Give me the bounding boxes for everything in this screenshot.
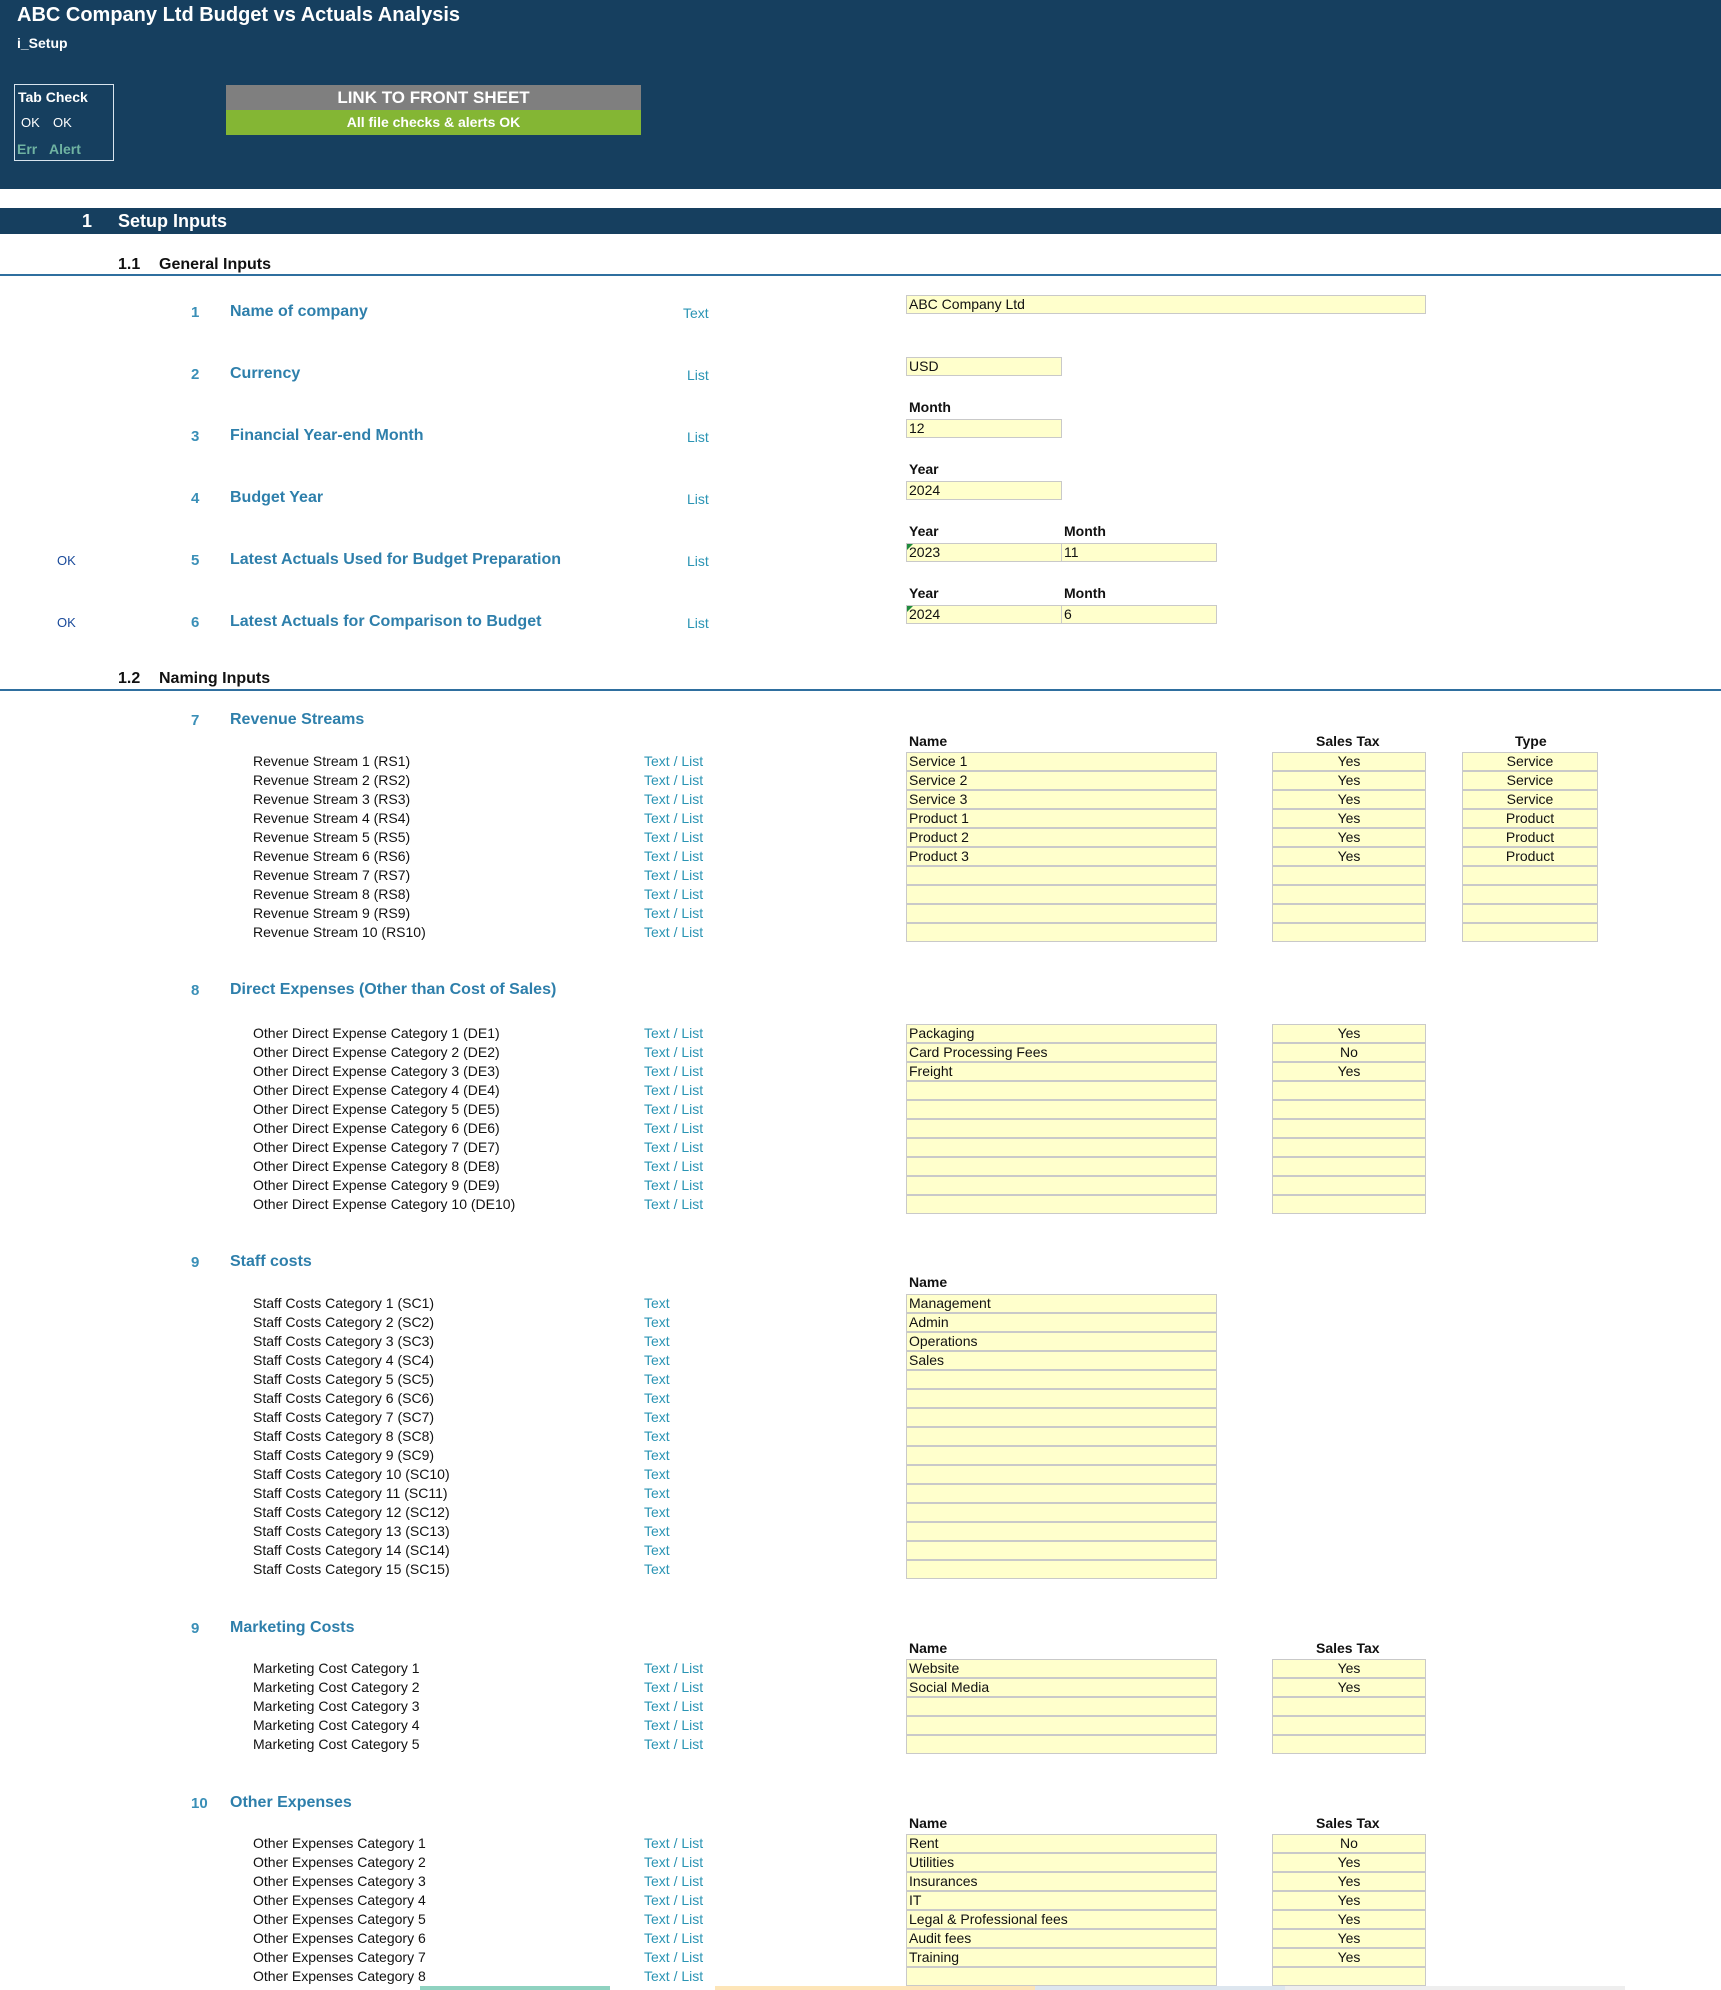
column-header-year: Year <box>909 523 939 539</box>
row-label: Staff Costs Category 13 (SC13) <box>253 1523 450 1539</box>
input-type: List <box>687 615 709 631</box>
column-header-name: Name <box>909 1815 948 1831</box>
status-ok: OK <box>57 615 76 630</box>
subsection-divider <box>0 274 1721 276</box>
name-input[interactable] <box>906 1427 1217 1446</box>
row-label: Other Direct Expense Category 10 (DE10) <box>253 1196 516 1212</box>
row-input-type: Text / List <box>644 1717 704 1733</box>
name-input[interactable] <box>906 1176 1217 1195</box>
sales-tax-select[interactable]: Yes <box>1272 1024 1426 1043</box>
group-title: Direct Expenses (Other than Cost of Sales) <box>230 981 557 998</box>
row-input-type: Text / List <box>644 810 704 826</box>
name-input[interactable] <box>906 1157 1217 1176</box>
row-label: Revenue Stream 9 (RS9) <box>253 905 411 921</box>
sales-tax-select[interactable] <box>1272 904 1426 923</box>
name-input[interactable] <box>906 1195 1217 1214</box>
name-input[interactable] <box>906 1370 1217 1389</box>
sales-tax-select[interactable]: Yes <box>1272 1891 1426 1910</box>
row-label: Revenue Stream 7 (RS7) <box>253 867 411 883</box>
row-input-type: Text / List <box>644 1044 704 1060</box>
input-type: List <box>687 367 709 383</box>
row-input-type: Text / List <box>644 1025 704 1041</box>
sales-tax-select[interactable]: Yes <box>1272 771 1426 790</box>
group-number: 9 <box>191 1254 200 1271</box>
item-number: 5 <box>191 552 200 569</box>
name-input[interactable] <box>906 1119 1217 1138</box>
year-end-month-input[interactable]: 12 <box>906 419 1062 438</box>
row-label: Revenue Stream 6 (RS6) <box>253 848 411 864</box>
sales-tax-select[interactable]: Yes <box>1272 1910 1426 1929</box>
name-input[interactable] <box>906 1967 1217 1986</box>
row-label: Revenue Stream 5 (RS5) <box>253 829 411 845</box>
name-input[interactable]: Legal & Professional fees <box>906 1910 1217 1929</box>
row-label: Marketing Cost Category 5 <box>253 1736 420 1752</box>
sales-tax-select[interactable] <box>1272 1100 1426 1119</box>
sales-tax-select[interactable]: No <box>1272 1834 1426 1853</box>
row-label: Other Expenses Category 2 <box>253 1854 426 1870</box>
sales-tax-select[interactable]: Yes <box>1272 1872 1426 1891</box>
row-input-type: Text / List <box>644 1196 704 1212</box>
row-input-type: Text <box>644 1447 670 1463</box>
row-input-type: Text <box>644 1371 670 1387</box>
name-input[interactable]: Card Processing Fees <box>906 1043 1217 1062</box>
row-label: Staff Costs Category 14 (SC14) <box>253 1542 450 1558</box>
row-label: Other Expenses Category 6 <box>253 1930 426 1946</box>
sales-tax-select[interactable] <box>1272 885 1426 904</box>
item-number: 2 <box>191 366 200 383</box>
row-label: Staff Costs Category 2 (SC2) <box>253 1314 435 1330</box>
subsection-title-naming: Naming Inputs <box>159 670 271 687</box>
column-header-sales-tax: Sales Tax <box>1316 733 1380 749</box>
type-select[interactable]: Product <box>1462 847 1598 866</box>
row-label: Other Direct Expense Category 3 (DE3) <box>253 1063 500 1079</box>
row-label: Revenue Stream 2 (RS2) <box>253 772 411 788</box>
name-input[interactable] <box>906 866 1217 885</box>
row-label: Other Direct Expense Category 4 (DE4) <box>253 1082 500 1098</box>
name-input[interactable] <box>906 1138 1217 1157</box>
row-label: Staff Costs Category 1 (SC1) <box>253 1295 435 1311</box>
row-input-type: Text <box>644 1466 670 1482</box>
sales-tax-select[interactable] <box>1272 866 1426 885</box>
actuals-month-input[interactable]: 6 <box>1061 605 1217 624</box>
row-label: Revenue Stream 4 (RS4) <box>253 810 411 826</box>
sales-tax-select[interactable] <box>1272 1716 1426 1735</box>
row-input-type: Text <box>644 1428 670 1444</box>
tab-check-err: Err <box>17 141 38 157</box>
input-label: Name of company <box>230 303 368 320</box>
row-label: Staff Costs Category 11 (SC11) <box>253 1485 448 1501</box>
column-header-sales-tax: Sales Tax <box>1316 1640 1380 1656</box>
type-select[interactable]: Product <box>1462 809 1598 828</box>
row-label: Other Direct Expense Category 1 (DE1) <box>253 1025 500 1041</box>
row-input-type: Text <box>644 1390 670 1406</box>
row-input-type: Text <box>644 1542 670 1558</box>
name-input[interactable]: Service 2 <box>906 771 1217 790</box>
name-input[interactable]: Freight <box>906 1062 1217 1081</box>
name-input[interactable] <box>906 1408 1217 1427</box>
row-label: Other Expenses Category 4 <box>253 1892 426 1908</box>
name-input[interactable] <box>906 1697 1217 1716</box>
company-name-input[interactable]: ABC Company Ltd <box>906 295 1426 314</box>
name-input[interactable]: Service 1 <box>906 752 1217 771</box>
row-input-type: Text / List <box>644 924 704 940</box>
name-input[interactable]: IT <box>906 1891 1217 1910</box>
input-type: List <box>687 553 709 569</box>
name-input[interactable] <box>906 1446 1217 1465</box>
row-input-type: Text / List <box>644 848 704 864</box>
name-input[interactable]: Social Media <box>906 1678 1217 1697</box>
row-input-type: Text <box>644 1523 670 1539</box>
row-label: Revenue Stream 3 (RS3) <box>253 791 411 807</box>
sales-tax-select[interactable] <box>1272 1195 1426 1214</box>
name-input[interactable] <box>906 923 1217 942</box>
subsection-title-general: General Inputs <box>159 256 272 273</box>
name-input[interactable]: Audit fees <box>906 1929 1217 1948</box>
name-input[interactable] <box>906 1389 1217 1408</box>
row-input-type: Text / List <box>644 772 704 788</box>
row-input-type: Text / List <box>644 1082 704 1098</box>
name-input[interactable] <box>906 885 1217 904</box>
row-input-type: Text / List <box>644 1911 704 1927</box>
row-label: Other Direct Expense Category 7 (DE7) <box>253 1139 500 1155</box>
name-input[interactable]: Service 3 <box>906 790 1217 809</box>
row-input-type: Text / List <box>644 1892 704 1908</box>
row-input-type: Text / List <box>644 1835 704 1851</box>
row-input-type: Text / List <box>644 1120 704 1136</box>
name-input[interactable]: Management <box>906 1294 1217 1313</box>
name-input[interactable]: Product 1 <box>906 809 1217 828</box>
column-header-month: Month <box>1064 585 1106 601</box>
column-header: Year <box>909 461 939 477</box>
name-input[interactable]: Admin <box>906 1313 1217 1332</box>
row-label: Staff Costs Category 5 (SC5) <box>253 1371 435 1387</box>
row-input-type: Text / List <box>644 867 704 883</box>
type-select[interactable]: Service <box>1462 752 1598 771</box>
row-input-type: Text <box>644 1352 670 1368</box>
name-input[interactable]: Packaging <box>906 1024 1217 1043</box>
row-label: Staff Costs Category 6 (SC6) <box>253 1390 435 1406</box>
name-input[interactable]: Training <box>906 1948 1217 1967</box>
name-input[interactable] <box>906 1716 1217 1735</box>
row-label: Other Direct Expense Category 8 (DE8) <box>253 1158 500 1174</box>
column-header-type: Type <box>1515 733 1547 749</box>
group-number: 9 <box>191 1620 200 1637</box>
name-input[interactable]: Product 3 <box>906 847 1217 866</box>
row-label: Staff Costs Category 12 (SC12) <box>253 1504 450 1520</box>
row-input-type: Text / List <box>644 1101 704 1117</box>
sales-tax-select[interactable] <box>1272 1697 1426 1716</box>
row-label: Staff Costs Category 4 (SC4) <box>253 1352 435 1368</box>
column-header-name: Name <box>909 1274 948 1290</box>
subsection-number-general: 1.1 <box>118 256 141 273</box>
name-input[interactable] <box>906 1465 1217 1484</box>
name-input[interactable]: Sales <box>906 1351 1217 1370</box>
currency-input[interactable]: USD <box>906 357 1062 376</box>
input-label: Budget Year <box>230 489 324 506</box>
row-label: Revenue Stream 10 (RS10) <box>253 924 426 940</box>
file-checks-status: All file checks & alerts OK <box>226 110 641 135</box>
group-title: Staff costs <box>230 1253 312 1270</box>
name-input[interactable]: Product 2 <box>906 828 1217 847</box>
column-header-year: Year <box>909 585 939 601</box>
sales-tax-select[interactable] <box>1272 1119 1426 1138</box>
row-input-type: Text <box>644 1485 670 1501</box>
row-label: Other Direct Expense Category 6 (DE6) <box>253 1120 500 1136</box>
tab-check-ok-1: OK <box>21 115 40 130</box>
row-label: Other Expenses Category 7 <box>253 1949 426 1965</box>
row-label: Other Direct Expense Category 5 (DE5) <box>253 1101 500 1117</box>
type-select[interactable]: Product <box>1462 828 1598 847</box>
link-to-front-sheet-button[interactable]: LINK TO FRONT SHEET <box>226 85 641 110</box>
actuals-month-input[interactable]: 11 <box>1061 543 1217 562</box>
row-input-type: Text / List <box>644 1139 704 1155</box>
row-label: Staff Costs Category 15 (SC15) <box>253 1561 450 1577</box>
sales-tax-select[interactable]: Yes <box>1272 809 1426 828</box>
row-input-type: Text <box>644 1409 670 1425</box>
row-input-type: Text / List <box>644 905 704 921</box>
input-label: Currency <box>230 365 301 382</box>
input-type: Text <box>683 305 709 321</box>
sales-tax-select[interactable] <box>1272 923 1426 942</box>
column-header: Month <box>909 399 951 415</box>
actuals-year-input[interactable]: 2023 <box>906 543 1062 562</box>
row-input-type: Text / List <box>644 1698 704 1714</box>
group-number: 10 <box>191 1795 208 1812</box>
row-label: Staff Costs Category 9 (SC9) <box>253 1447 435 1463</box>
column-header-name: Name <box>909 1640 948 1656</box>
row-label: Other Expenses Category 1 <box>253 1835 426 1851</box>
type-select[interactable]: Service <box>1462 790 1598 809</box>
cell-warning-marker <box>907 606 913 612</box>
column-header-month: Month <box>1064 523 1106 539</box>
row-label: Other Expenses Category 3 <box>253 1873 426 1889</box>
name-input[interactable] <box>906 1560 1217 1579</box>
group-title: Other Expenses <box>230 1794 352 1811</box>
name-input[interactable]: Insurances <box>906 1872 1217 1891</box>
subsection-divider <box>0 689 1721 691</box>
row-input-type: Text / List <box>644 1968 704 1984</box>
group-number: 8 <box>191 982 200 999</box>
name-input[interactable] <box>906 1100 1217 1119</box>
row-input-type: Text / List <box>644 1854 704 1870</box>
sales-tax-select[interactable]: Yes <box>1272 752 1426 771</box>
group-number: 7 <box>191 712 200 729</box>
sales-tax-select[interactable]: Yes <box>1272 1062 1426 1081</box>
row-input-type: Text / List <box>644 753 704 769</box>
input-label: Latest Actuals for Comparison to Budget <box>230 613 542 630</box>
row-input-type: Text <box>644 1333 670 1349</box>
cell-warning-marker <box>907 544 913 550</box>
item-number: 1 <box>191 304 200 321</box>
row-label: Marketing Cost Category 4 <box>253 1717 420 1733</box>
name-input[interactable] <box>906 1522 1217 1541</box>
sales-tax-select[interactable]: Yes <box>1272 1659 1426 1678</box>
name-input[interactable] <box>906 1484 1217 1503</box>
name-input[interactable] <box>906 1735 1217 1754</box>
row-input-type: Text / List <box>644 829 704 845</box>
row-label: Marketing Cost Category 1 <box>253 1660 420 1676</box>
input-label: Latest Actuals Used for Budget Preparation <box>230 551 562 568</box>
tab-check-alert: Alert <box>49 141 81 157</box>
type-select[interactable] <box>1462 923 1598 942</box>
item-number: 6 <box>191 614 200 631</box>
sales-tax-select[interactable]: Yes <box>1272 1929 1426 1948</box>
section-number: 1 <box>82 211 93 231</box>
row-input-type: Text <box>644 1504 670 1520</box>
name-input[interactable]: Operations <box>906 1332 1217 1351</box>
type-select[interactable] <box>1462 904 1598 923</box>
row-label: Marketing Cost Category 2 <box>253 1679 420 1695</box>
type-select[interactable]: Service <box>1462 771 1598 790</box>
row-input-type: Text / List <box>644 791 704 807</box>
row-input-type: Text / List <box>644 1177 704 1193</box>
row-input-type: Text / List <box>644 1873 704 1889</box>
row-input-type: Text / List <box>644 1158 704 1174</box>
sales-tax-select[interactable] <box>1272 1967 1426 1986</box>
row-label: Staff Costs Category 8 (SC8) <box>253 1428 435 1444</box>
row-input-type: Text <box>644 1314 670 1330</box>
sales-tax-select[interactable]: No <box>1272 1043 1426 1062</box>
row-input-type: Text / List <box>644 1660 704 1676</box>
row-input-type: Text / List <box>644 1063 704 1079</box>
section-title: Setup Inputs <box>118 211 227 231</box>
row-label: Other Direct Expense Category 9 (DE9) <box>253 1177 500 1193</box>
item-number: 3 <box>191 428 200 445</box>
sales-tax-select[interactable]: Yes <box>1272 790 1426 809</box>
name-input[interactable] <box>906 1081 1217 1100</box>
row-input-type: Text / List <box>644 886 704 902</box>
sales-tax-select[interactable]: Yes <box>1272 1948 1426 1967</box>
row-input-type: Text / List <box>644 1949 704 1965</box>
name-input[interactable] <box>906 1503 1217 1522</box>
column-header-name: Name <box>909 733 948 749</box>
sales-tax-select[interactable]: Yes <box>1272 1678 1426 1697</box>
input-type: List <box>687 429 709 445</box>
row-label: Other Direct Expense Category 2 (DE2) <box>253 1044 500 1060</box>
group-title: Revenue Streams <box>230 711 365 728</box>
name-input[interactable] <box>906 1541 1217 1560</box>
row-label: Staff Costs Category 10 (SC10) <box>253 1466 450 1482</box>
row-label: Revenue Stream 8 (RS8) <box>253 886 411 902</box>
sales-tax-select[interactable]: Yes <box>1272 847 1426 866</box>
input-label: Financial Year-end Month <box>230 427 424 444</box>
workbook-title: ABC Company Ltd Budget vs Actuals Analysis <box>17 4 461 26</box>
row-input-type: Text <box>644 1561 670 1577</box>
row-input-type: Text <box>644 1295 670 1311</box>
input-type: List <box>687 491 709 507</box>
name-input[interactable]: Utilities <box>906 1853 1217 1872</box>
column-header-sales-tax: Sales Tax <box>1316 1815 1380 1831</box>
row-label: Revenue Stream 1 (RS1) <box>253 753 411 769</box>
group-title: Marketing Costs <box>230 1619 355 1636</box>
budget-year-input[interactable]: 2024 <box>906 481 1062 500</box>
sales-tax-select[interactable] <box>1272 1735 1426 1754</box>
status-ok: OK <box>57 553 76 568</box>
row-label: Other Expenses Category 8 <box>253 1968 426 1984</box>
name-input[interactable]: Rent <box>906 1834 1217 1853</box>
sales-tax-select[interactable] <box>1272 1081 1426 1100</box>
sales-tax-select[interactable] <box>1272 1176 1426 1195</box>
row-input-type: Text / List <box>644 1679 704 1695</box>
section-bar <box>0 208 1721 234</box>
actuals-year-input[interactable]: 2024 <box>906 605 1062 624</box>
name-input[interactable]: Website <box>906 1659 1217 1678</box>
sales-tax-select[interactable] <box>1272 1138 1426 1157</box>
sales-tax-select[interactable]: Yes <box>1272 828 1426 847</box>
row-label: Staff Costs Category 7 (SC7) <box>253 1409 435 1425</box>
tab-check-title: Tab Check <box>18 89 88 105</box>
name-input[interactable] <box>906 904 1217 923</box>
type-select[interactable] <box>1462 866 1598 885</box>
tab-check-ok-2: OK <box>53 115 72 130</box>
row-input-type: Text / List <box>644 1930 704 1946</box>
row-label: Marketing Cost Category 3 <box>253 1698 420 1714</box>
subsection-number-naming: 1.2 <box>118 670 141 687</box>
row-label: Staff Costs Category 3 (SC3) <box>253 1333 435 1349</box>
type-select[interactable] <box>1462 885 1598 904</box>
sheet-name: i_Setup <box>17 35 68 51</box>
sales-tax-select[interactable] <box>1272 1157 1426 1176</box>
row-label: Other Expenses Category 5 <box>253 1911 426 1927</box>
item-number: 4 <box>191 490 200 507</box>
sales-tax-select[interactable]: Yes <box>1272 1853 1426 1872</box>
row-input-type: Text / List <box>644 1736 704 1752</box>
